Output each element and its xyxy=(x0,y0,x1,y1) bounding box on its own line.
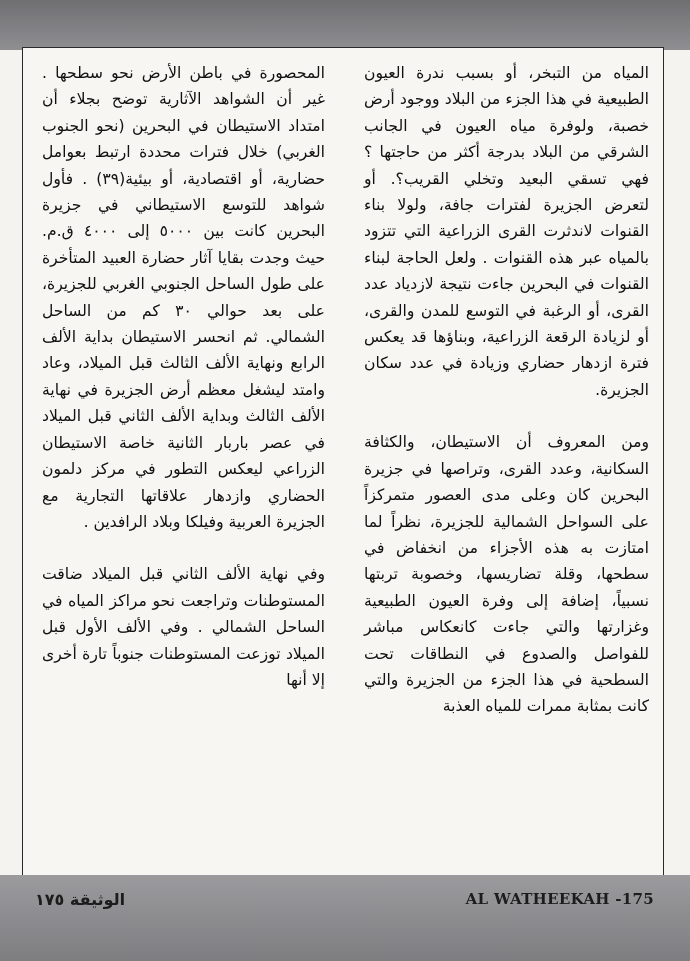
left-column xyxy=(42,60,325,872)
paragraph: المحصورة في باطن الأرض نحو سطحها . غير أن الشواهد الآثارية توضح بجلاء أن امتداد الاستيطان في البحرين (نحو الجنوب الغربي) خلال فترات محددة ارتبط بعوامل حضارية، أو اقتصادية، أو بيئية(٣٩) . فأول شواهد للتوسع الاستيطاني في جزيرة البحرين كانت بين ٥٠٠٠ إلى ٤٠٠٠ ق.م. حيث وجدت بقايا آثار حضارة العبيد المتأخرة على طول الساحل الجنوبي الغربي للجزيرة، على بعد حوالي ٣٠ كم من الساحل الشمالي. ثم انحسر الاستيطان بداية الألف الرابع ونهاية الألف الثالث قبل الميلاد، وعاد وامتد ليشغل معظم أرض الجزيرة في نهاية الألف الثالث وبداية الألف الثاني قبل الميلاد في عصر باربار الثانية خاصة الاستيطان الزراعي ليعكس التطور في مركز دلمون الحضاري وازدهار علاقاتها التجارية مع الجزيرة العربية وفيلكا وبلاد الرافدين . xyxy=(42,64,325,531)
scan-edge-top xyxy=(0,0,690,50)
footer-page-label-arabic: الوثيقة ١٧٥ xyxy=(35,890,126,909)
paragraph: ومن المعروف أن الاستيطان، والكثافة السكانية، وعدد القرى، وتراصها في جزيرة البحرين كان وعلى مدى العصور متمركزاً على السواحل الشمالية للجزيرة، نظراً لما امتازت به هذه الأجزاء من انخفاض في سطحها، وقلة تضاريسها، وخصوبة تربتها نسبياً، إضافة إلى وفرة العيون الطبيعية وغزارتها والتي جاءت كانعكاس مباشر للفواصل والصدوع في النطاقات تحت السطحية في هذا الجزء من الجزيرة والتي كانت بمثابة ممرات للمياه العذبة xyxy=(364,433,649,716)
scan-edge-bottom xyxy=(0,875,690,961)
text-frame xyxy=(22,47,664,883)
footer-page-label-latin: AL WATHEEKAH -175 xyxy=(465,890,654,908)
paragraph: المياه من التبخر، أو بسبب ندرة العيون الطبيعية في هذا الجزء من البلاد ووجود أرض خصبة، ولوفرة مياه العيون في الجانب الشرقي من البلاد بدرجة أكثر من حاجتها ؟ فهي تسقي البعيد وتخلي القريب؟. أو لتعرض الجزيرة لفترات جافة، ولولا بناء القنوات لاندثرت القرى الزراعية التي تتزود بالمياه عبر هذه القنوات . ولعل الحاجة لبناء القنوات في البحرين جاءت نتيجة لازدياد عدد القرى، أو الرغبة في التوسع للمدن والقرى، أو لزيادة الرقعة الزراعية، وبناؤها قد يعكس فترة ازدهار حضاري وزيادة في عدد سكان الجزيرة. xyxy=(364,64,649,399)
paragraph: وفي نهاية الألف الثاني قبل الميلاد ضاقت المستوطنات وتراجعت نحو مراكز المياه في الساحل الشمالي . وفي الألف الأول قبل الميلاد توزعت المستوطنات جنوباً تارة أخرى إلا أنها xyxy=(42,565,325,689)
right-column xyxy=(364,60,649,872)
